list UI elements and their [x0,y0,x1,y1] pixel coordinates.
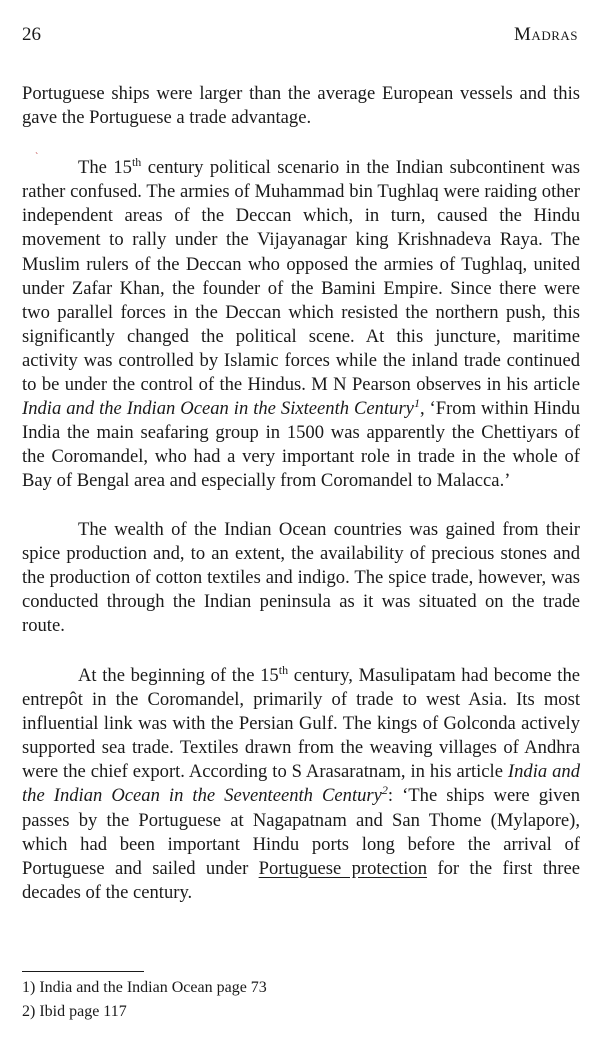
ordinal-suffix: th [131,155,142,169]
paragraph-4-text-b: century, Masulipatam had become the entrepôt in the Coromandel, primarily of trade to west Asia. Its most influential link was with the Persian Gulf. The kings of Golconda actively supported sea trade. Textiles drawn from the weaving villages of Andhra were the chief export. According to S Arasaratnam, in his article [22,664,580,783]
paragraph-4-text-c: : ‘The ships were given passes by the Portuguese at Nagapatnam and San Thome (Mylapore), which had been important Hindu ports long before the arrival of Portuguese and sailed under [22,785,581,879]
page-number: 26 [22,24,41,45]
paragraph-2-text-c: , ‘From within Hindu India the main seafaring group in 1500 was apparently the Chettiyars of the Coromandel, who had a very important role in trade in the whole of Bay of Bengal area and especially from Coromandel to Malacca.’ [22,398,580,492]
paragraph-2-text-a: The 15 [78,157,132,179]
running-title: Madras [514,24,578,45]
page-header [22,24,578,46]
paragraph-4 [22,664,580,905]
pen-mark: ` [35,152,39,163]
article-title-2: India and the Indian Ocean in the Seventeenth Century [22,761,580,807]
footnote-1: 1) India and the Indian Ocean page 73 [22,979,267,996]
paragraph-4-text-d: for the first three decades of the century. [22,857,580,903]
underlined-phrase: Portuguese protection [258,857,428,879]
footnote-ref-2: 2 [381,783,388,798]
paragraph-1: Portuguese ships were larger than the average European vessels and this gave the Portuguese a trade advantage. [22,83,580,129]
paragraph-4-text-a: At the beginning of the 15 [78,664,279,686]
footnotes [22,976,578,1024]
paragraph-3: The wealth of the Indian Ocean countries was gained from their spice production and, to an extent, the availability of precious stones and the production of cotton textiles and indigo. The spice trade, however, was conducted through the Indian peninsula as it was situated on the trade route. [22,518,580,636]
body-text [22,82,580,905]
footnote-2: 2) Ibid page 117 [22,1003,127,1020]
paragraph-2-text-b: century political scenario in the Indian subcontinent was rather confused. The armies of Muhammad bin Tughlaq were raiding other independent areas of the Deccan which, in turn, caused the Hindu movement to rally under the Vijayanagar king Krishnadeva Raya. The Muslim rulers of the Deccan who opposed the armies of Tughlaq, united under Zafar Khan, the founder of the Bamini Empire. Since there were two parallel forces in the Deccan which resisted the northern push, this significantly changed the political scene. At this juncture, maritime activity was controlled by Islamic forces while the inland trade continued to be under the control of the Hindus. M N Pearson observes in his article [22,157,580,396]
footnote-divider [22,971,144,972]
paragraph-2 [22,156,580,493]
article-title-1: India and the Indian Ocean in the Sixteenth Century [22,398,414,420]
ordinal-suffix: th [278,662,289,677]
footnote-ref-1: 1 [413,395,420,410]
